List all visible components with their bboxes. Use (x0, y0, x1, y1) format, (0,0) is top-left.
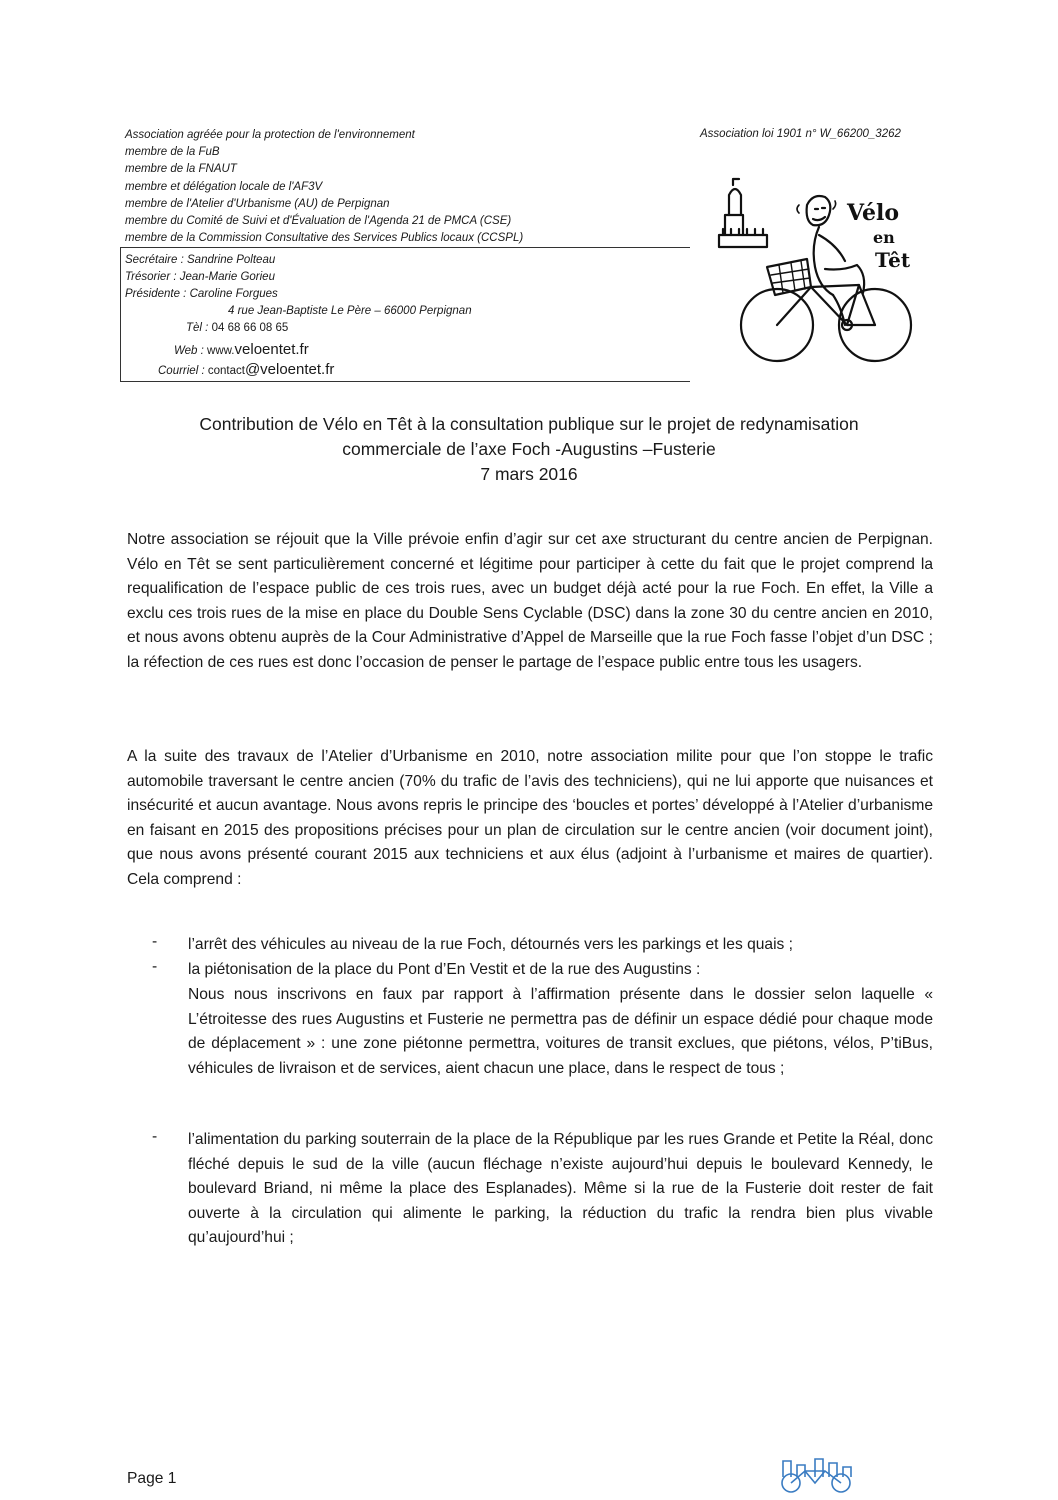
logo-text-tet: Têt (875, 248, 911, 272)
contact-box-left-rule (120, 247, 121, 382)
secretary: Secrétaire : Sandrine Polteau (125, 254, 276, 266)
phone-label: Tèl : (186, 322, 209, 334)
treasurer: Trésorier : Jean-Marie Gorieu (125, 271, 275, 283)
membership-line-7: membre de la Commission Consultative des Services Publics locaux (CCSPL) (125, 232, 524, 244)
membership-line-6: membre du Comité de Suivi et d'Évaluation de l'Agenda 21 de PMCA (CSE) (125, 215, 512, 227)
footer-logo (775, 1455, 860, 1495)
membership-line-5: membre de l'Atelier d'Urbanisme (AU) de Perpignan (125, 198, 390, 210)
bicycle-logo-icon (715, 175, 925, 375)
logo-text-velo: Vélo (847, 200, 900, 226)
bullet-item-2: la piétonisation de la place du Pont d’En Vestit et de la rue des Augustins : (188, 961, 701, 978)
membership-line-2: membre de la FuB (125, 146, 220, 158)
website (174, 341, 309, 358)
membership-line-4: membre et délégation locale de l'AF3V (125, 181, 323, 193)
bullet-item-1: l’arrêt des véhicules au niveau de la rue Foch, détournés vers les parkings et les quais ; (188, 936, 794, 953)
address: 4 rue Jean-Baptiste Le Père – 66000 Perpignan (228, 305, 472, 317)
bullet-dash-2: - (152, 958, 158, 975)
president: Présidente : Caroline Forgues (125, 288, 278, 300)
velo-en-tet-logo (715, 175, 925, 375)
email-prefix: contact (207, 365, 245, 377)
logo-text-en: en (873, 228, 895, 247)
bullet-item-3: l’alimentation du parking souterrain de la place de la République par les rues Grande et Petite la Réal, donc fléché depuis le sud de la ville (aucun fléchage n’existe aujourd’hui depuis le boulevard Kennedy, le boulevard Briand, ni même la place des Esplanades). Même si la rue de la Fusterie doit rester de fait ouverte à la circulation qui alimente le parking, la réduction du trafic la rendra bien plus vivable qu’aujourd’hui ; (188, 1131, 933, 1246)
document-title-line-1: Contribution de Vélo en Têt à la consultation publique sur le projet de redynamisation (199, 414, 859, 434)
phone (186, 322, 288, 334)
website-label: Web : (174, 345, 204, 357)
bullet-dash-1: - (152, 933, 158, 950)
city-bike-footer-icon (775, 1455, 860, 1495)
paragraph-1: Notre association se réjouit que la Ville prévoie enfin d’agir sur cet axe structurant du centre ancien de Perpignan. Vélo en Têt se sent particulièrement concerné et légitime pour participer à cette du fait que le projet comprend la requalification de l’espace public de ces trois rues, avec un budget déjà acté pour la rue Foch. En effet, la Ville a exclu ces trois rues de la mise en place du Double Sens Cyclable (DSC) dans la zone 30 du centre ancien en 2010, et nous avons obtenu auprès de la Cour Administrative d’Appel de Marseille que la rue Foch fasse l’objet d’un DSC ; la réfection de ces rues est donc l’occasion de penser le partage de l’espace public entre tous les usagers. (127, 531, 933, 671)
email-label: Courriel : (158, 365, 205, 377)
document-title-line-2: commerciale de l’axe Foch -Augustins –Fusterie (342, 439, 716, 459)
email (158, 361, 334, 378)
email-link[interactable]: @veloentet.fr (244, 361, 335, 378)
bullet-item-2-detail: Nous nous inscrivons en faux par rapport à l’affirmation présente dans le dossier selon laquelle « L’étroitesse des rues Augustins et Fusterie ne permettra pas de définir un espace dédié pour chaque mode de déplacement » : une zone piétonne permettra, voitures de transit exclues, que piétons, vélos, P’tiBus, véhicules de livraison et de services, aient chacun une place, dans le respect de tous ; (188, 986, 933, 1077)
contact-box-bottom-rule (120, 381, 690, 382)
phone-value: 04 68 66 08 65 (211, 322, 289, 334)
membership-line-3: membre de la FNAUT (125, 163, 237, 175)
membership-line-1: Association agréée pour la protection de l'environnement (125, 129, 415, 141)
paragraph-2: A la suite des travaux de l’Atelier d’Urbanisme en 2010, notre association milite pour que l’on stoppe le trafic automobile traversant le centre ancien (70% du trafic de l’avis des techniciens), qui ne lui apporte que nuisances et insécurité et aucun avantage. Nous avons repris le principe des ‘boucles et portes’ développé à l’Atelier d’urbanisme en faisant en 2015 des propositions précises pour un plan de circulation sur le centre ancien (voir document joint), que nous avons présenté courant 2015 aux techniciens et aux élus (adjoint à l’urbanisme et maires de quartier). Cela comprend : (127, 748, 933, 888)
document-date: 7 mars 2016 (480, 464, 578, 484)
contact-box-top-rule (120, 247, 690, 248)
registration-number: Association loi 1901 n° W_66200_3262 (700, 128, 901, 140)
website-link[interactable]: veloentet.fr (234, 341, 309, 358)
website-prefix: www. (207, 345, 235, 357)
page-number: Page 1 (127, 1470, 177, 1487)
bullet-dash-3: - (152, 1128, 158, 1145)
